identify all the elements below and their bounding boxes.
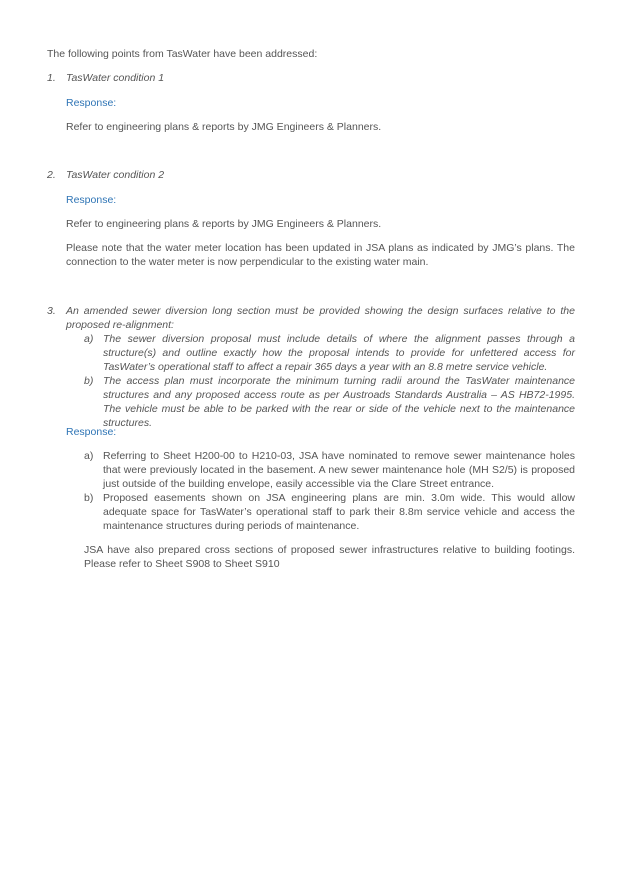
- condition-subitem-b-text: The access plan must incorporate the minimum turning radii around the TasWater maintenance structures and any proposed access route as per Austroads Standards Australia – AS HB72-1995. The vehicle must be able to be parked with the rear or side of the vehicle next to the maintenance structures.: [103, 375, 575, 429]
- response-subitem-b-text: Proposed easements shown on JSA engineering plans are min. 3.0m wide. This would allow adequate space for TasWater’s operational staff to park their 8.8m service vehicle and access the maintenance structures during periods of maintenance.: [103, 492, 575, 532]
- item-2-note: Please note that the water meter location has been updated in JSA plans as indicated by JMG’s plans. The connection to the water meter is now perpendicular to the existing water main.: [66, 242, 575, 268]
- item-3-number: 3.: [47, 305, 56, 317]
- item-3-closing: JSA have also prepared cross sections of proposed sewer infrastructures relative to building footings. Please refer to Sheet S908 to Sheet S910: [84, 544, 575, 570]
- item-3-response-label: Response:: [66, 426, 117, 438]
- item-1-response-label: Response:: [66, 97, 117, 109]
- response-subitem-b-letter: b): [84, 492, 94, 504]
- item-3-condition: An amended sewer diversion long section must be provided showing the design surfaces relative to the proposed re-alignment:: [66, 305, 575, 331]
- item-1-response-text: Refer to engineering plans & reports by JMG Engineers & Planners.: [66, 121, 382, 133]
- item-2-response-text: Refer to engineering plans & reports by JMG Engineers & Planners.: [66, 218, 382, 230]
- item-2-number: 2.: [47, 169, 56, 181]
- item-1-number: 1.: [47, 72, 56, 84]
- response-subitem-a-text: Referring to Sheet H200-00 to H210-03, JSA have nominated to remove sewer maintenance holes that were previously located in the basement. A new sewer maintenance hole (MH S2/5) is proposed just outside of the building envelope, easily accessible via the Clare Street entrance.: [103, 450, 575, 490]
- condition-subitem-a-text: The sewer diversion proposal must include details of where the alignment passes through a structure(s) and outline exactly how the proposal intends to provide for unfettered access for TasWater’s operational staff to affect a repair 365 days a year with an 8.8 metre service vehicle.: [103, 333, 575, 373]
- item-1-title: TasWater condition 1: [66, 72, 165, 84]
- condition-subitem-b-letter: b): [84, 375, 94, 387]
- item-2-title: TasWater condition 2: [66, 169, 165, 181]
- condition-subitem-a-letter: a): [84, 333, 94, 345]
- item-2-response-label: Response:: [66, 194, 117, 206]
- response-subitem-a-letter: a): [84, 450, 94, 462]
- intro-text: The following points from TasWater have been addressed:: [47, 48, 318, 60]
